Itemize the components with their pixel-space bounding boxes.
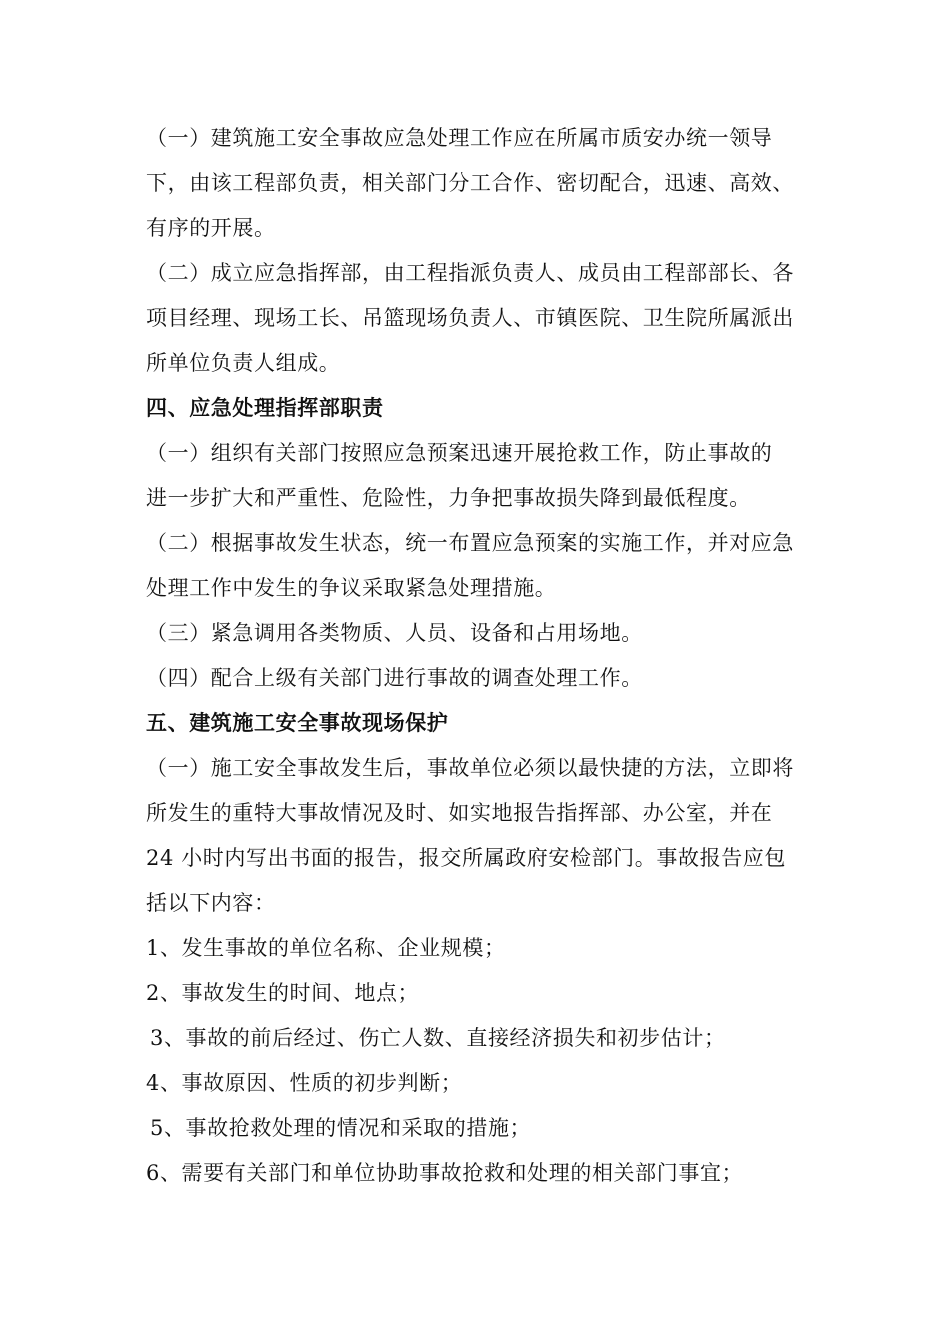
paragraph-line: 处理工作中发生的争议采取紧急处理措施。 <box>146 576 557 600</box>
paragraph-line: （二）成立应急指挥部，由工程指派负责人、成员由工程部部长、各 <box>146 261 794 285</box>
section-heading: 四、应急处理指挥部职责 <box>146 396 384 420</box>
paragraph-line: （一）建筑施工安全事故应急处理工作应在所属市质安办统一领导 <box>146 126 773 150</box>
list-item: 3、事故的前后经过、伤亡人数、直接经济损失和初步估计； <box>150 1026 726 1050</box>
paragraph-line: 所单位负责人组成。 <box>146 351 341 375</box>
paragraph-line: 24 小时内写出书面的报告，报交所属政府安检部门。事故报告应包 <box>146 846 786 870</box>
paragraph-line: （三）紧急调用各类物质、人员、设备和占用场地。 <box>146 621 643 645</box>
paragraph-line: （一）施工安全事故发生后，事故单位必须以最快捷的方法，立即将 <box>146 756 794 780</box>
list-item: 4、事故原因、性质的初步判断； <box>146 1071 463 1095</box>
paragraph-line: （二）根据事故发生状态，统一布置应急预案的实施工作，并对应急 <box>146 531 794 555</box>
paragraph-line: 下，由该工程部负责，相关部门分工合作、密切配合，迅速、高效、 <box>146 171 794 195</box>
paragraph-line: 项目经理、现场工长、吊篮现场负责人、市镇医院、卫生院所属派出 <box>146 306 794 330</box>
section-heading: 五、建筑施工安全事故现场保护 <box>146 711 449 735</box>
paragraph-line: 有序的开展。 <box>146 216 276 240</box>
list-item: 2、事故发生的时间、地点； <box>146 981 420 1005</box>
list-item: 5、事故抢救处理的情况和采取的措施； <box>150 1116 532 1140</box>
list-item: 6、需要有关部门和单位协助事故抢救和处理的相关部门事宜； <box>146 1161 744 1185</box>
paragraph-line: （四）配合上级有关部门进行事故的调查处理工作。 <box>146 666 643 690</box>
paragraph-line: 进一步扩大和严重性、危险性，力争把事故损失降到最低程度。 <box>146 486 751 510</box>
paragraph-line: （一）组织有关部门按照应急预案迅速开展抢救工作，防止事故的 <box>146 441 773 465</box>
list-item: 1、发生事故的单位名称、企业规模； <box>146 936 506 960</box>
paragraph-line: 括以下内容： <box>146 891 276 915</box>
paragraph-line: 所发生的重特大事故情况及时、如实地报告指挥部、办公室，并在 <box>146 801 773 825</box>
